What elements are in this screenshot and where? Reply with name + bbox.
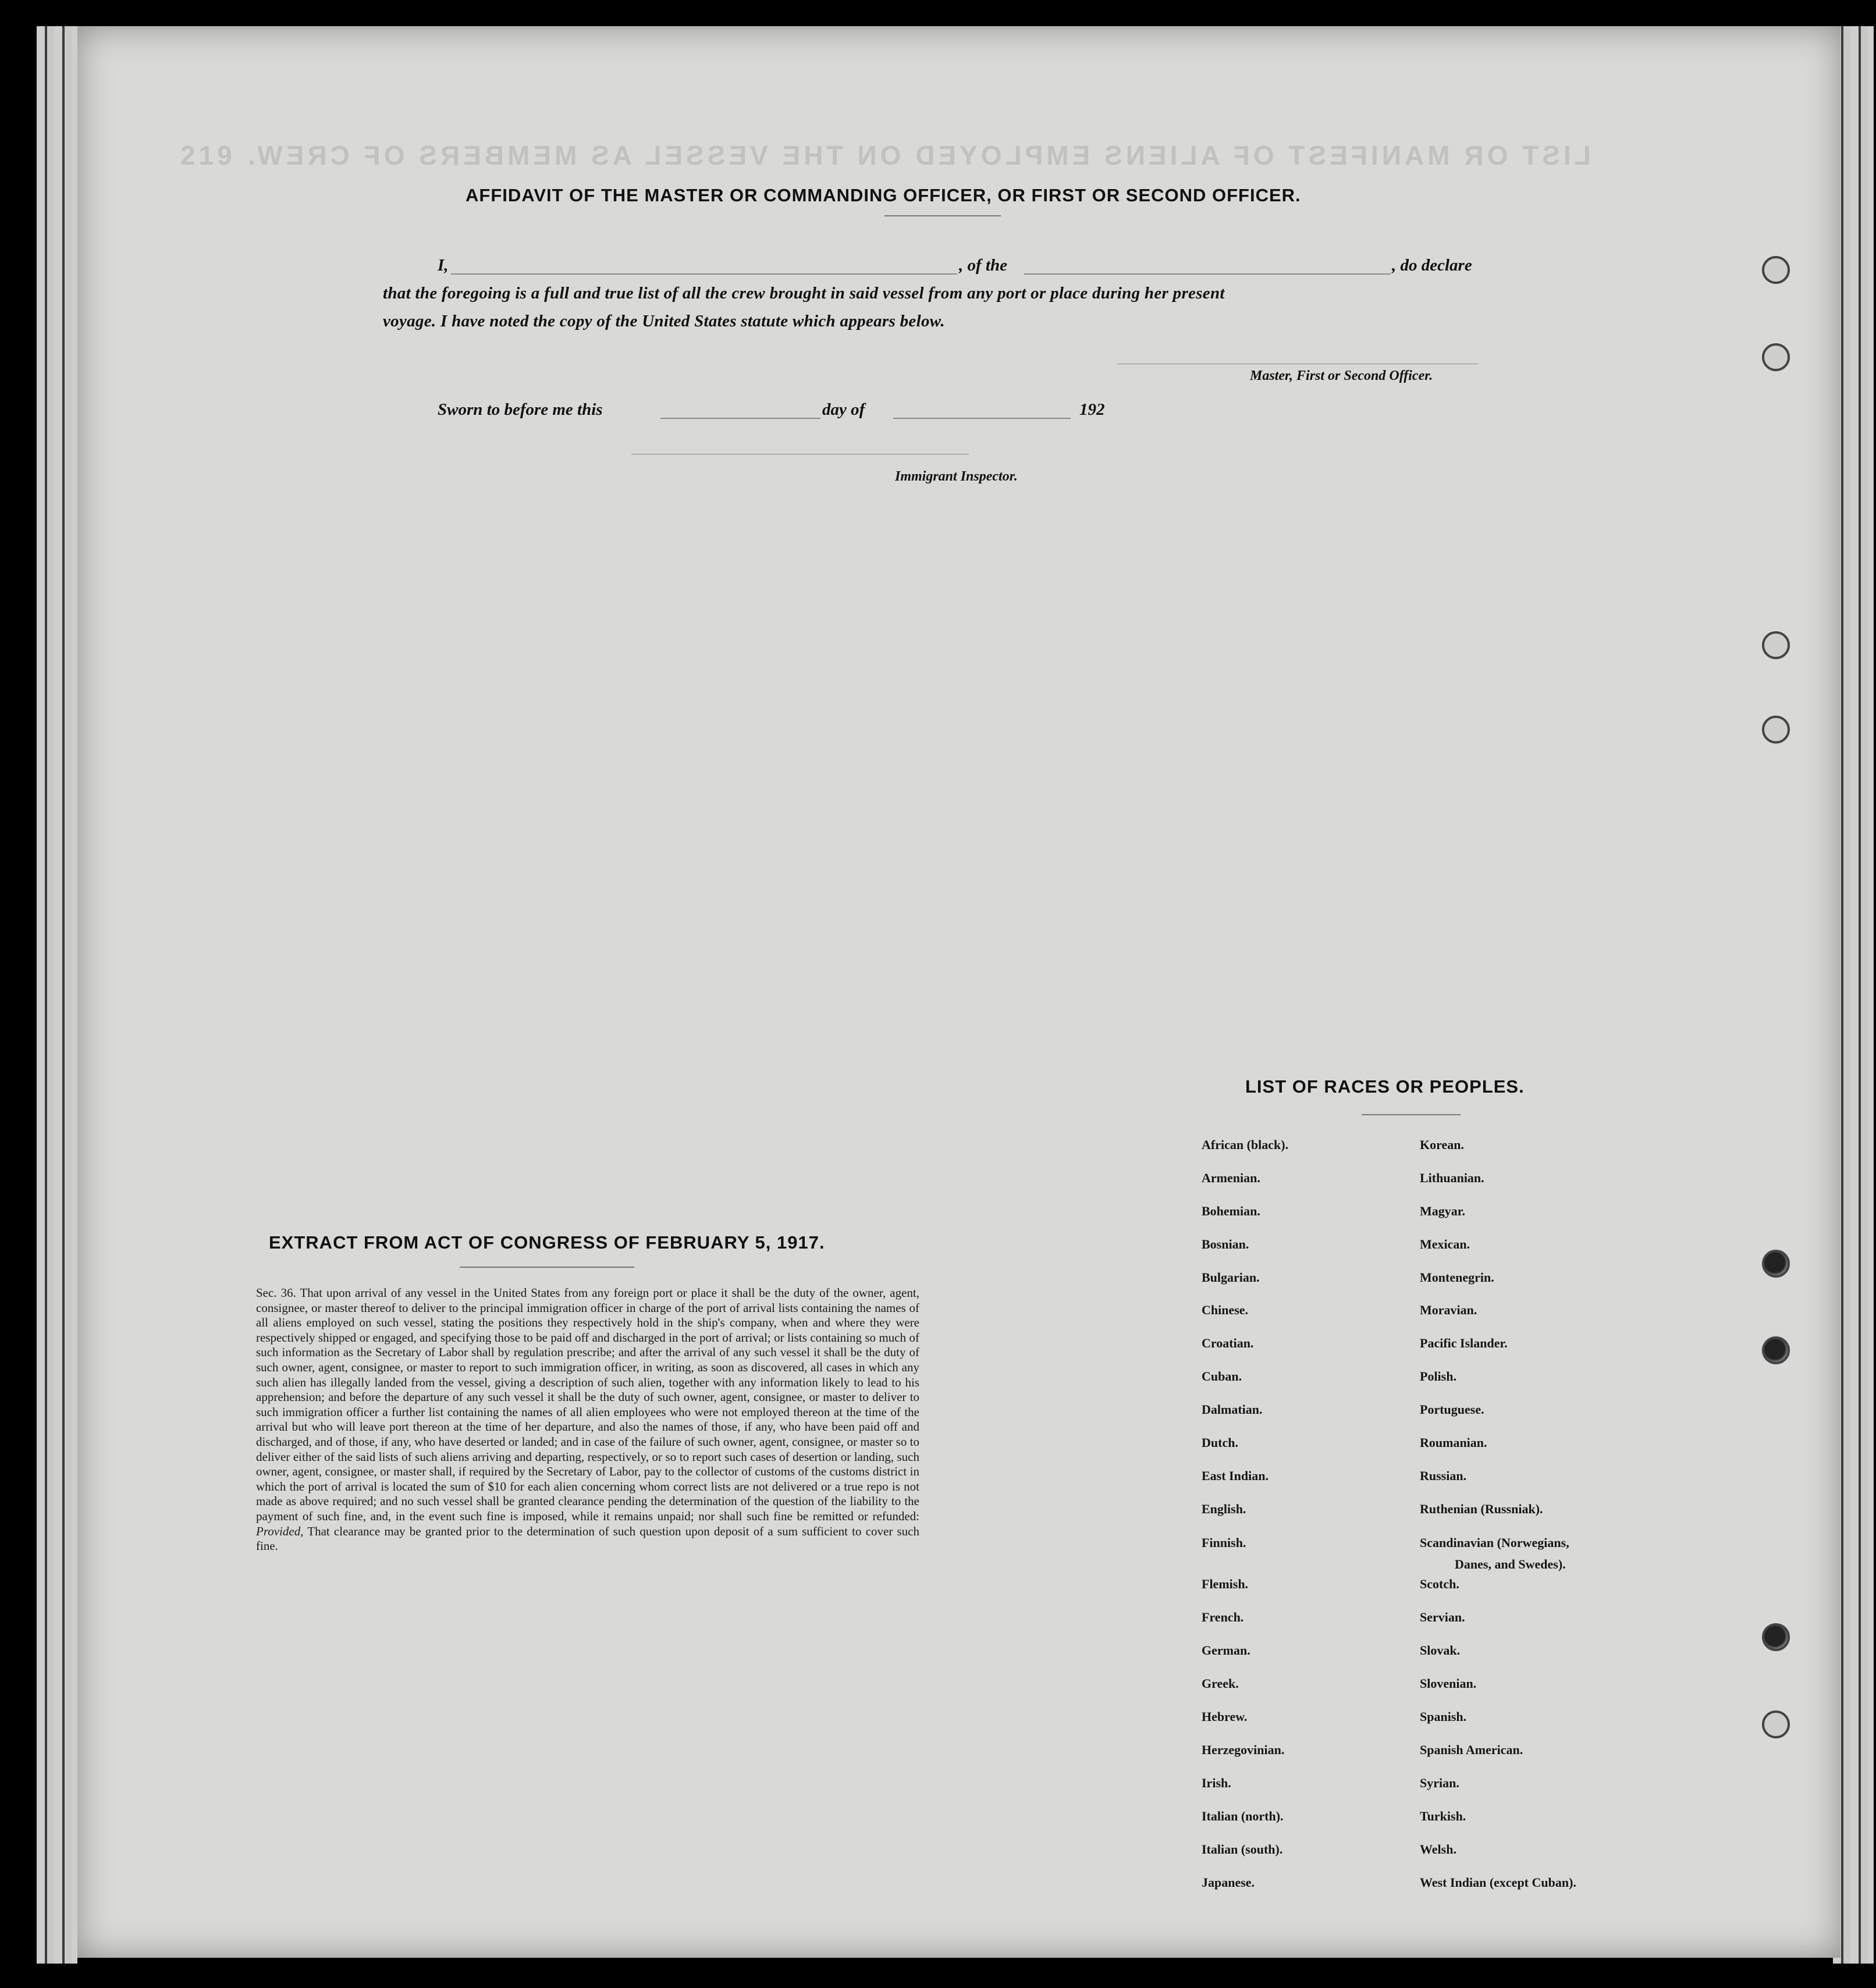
extract-body-part1: That upon arrival of any vessel in the United States from any foreign port or place it shall be the duty of the owner, agent, consignee, or master thereof to deliver to the principal immigration officer in charge of the port of arrival lists containing the names of all aliens employed on such vessel, stating the positions they respectively hold in the ship's company, when and where they were respectively shipped or engaged, and specifying those to be paid off and discharged in the port of arrival; or lists containing so much of such information as the Secretary of Labor shall by regulation prescribe; and after the arrival of any such vessel it shall be the duty of such owner, agent, consignee, or master to report to such immigration officer, in writing, as soon as discovered, all cases in which any such alien has illegally landed from the vessel, giving a description of such alien, together with any information likely to lead to his apprehension; and before the departure of any such vessel it shall be the duty of such owner, agent, consignee, or master to deliver to such immigration officer a further list containing the names of all alien employees who were not employed thereon at the time of the arrival but who will leave port thereon at the time of her departure, and also the names of those, if any, who have been paid off and discharged, and of those, if any, who have deserted or landed; and in case of the failure of such owner, agent, consignee, or master so to deliver either of the said lists of such aliens arriving and departing, respectively, or so to report such cases of desertion or landing, such owner, agent, consignee, or master shall, if required by the Secretary of Labor, pay to the collector of customs of the customs district in which the port of arrival is located the sum of $10 for each alien concerning whom correct lists are not delivered or a true repo is not made as above required; and no such vessel shall be granted clearance pending the determination of the question of the liability to the payment of such fine, and, in the event such fine is imposed, while it remains unpaid; nor shall such fine be remitted or refunded: xyxy=(256,1286,919,1523)
sworn-text: Sworn to before me this xyxy=(438,400,603,419)
provided-word: Provided, xyxy=(256,1524,304,1538)
race-item: Portuguese. xyxy=(1420,1402,1484,1417)
race-item: Flemish. xyxy=(1202,1577,1249,1591)
affidavit-line-3: voyage. I have noted the copy of the United States statute which appears below. xyxy=(383,312,945,330)
race-item: Croatian. xyxy=(1202,1336,1254,1350)
affidavit-do-declare: , do declare xyxy=(1392,256,1472,275)
race-item: Italian (north). xyxy=(1202,1809,1284,1823)
sworn-day-of: day of xyxy=(822,400,865,419)
sworn-year: 192 xyxy=(1079,400,1105,419)
title-underline xyxy=(884,215,1001,216)
punch-hole xyxy=(1762,1623,1790,1651)
extract-body xyxy=(256,1286,919,1554)
race-item: Mexican. xyxy=(1420,1237,1470,1251)
race-scandinavian-line-2: Danes, and Swedes). xyxy=(1455,1557,1566,1571)
race-item: Russian. xyxy=(1420,1468,1467,1483)
races-title: LIST OF RACES OR PEOPLES. xyxy=(1245,1076,1525,1097)
race-item: Herzegovinian. xyxy=(1202,1742,1285,1757)
punch-hole xyxy=(1762,631,1790,659)
race-item: Scandinavian (Norwegians, xyxy=(1420,1535,1569,1550)
race-item: Greek. xyxy=(1202,1676,1239,1691)
race-item: Ruthenian (Russniak). xyxy=(1420,1502,1543,1516)
race-item: Syrian. xyxy=(1420,1776,1459,1790)
affidavit-of-the: , of the xyxy=(959,256,1007,275)
race-item: Spanish. xyxy=(1420,1709,1467,1724)
race-item: Irish. xyxy=(1202,1776,1231,1790)
punch-hole xyxy=(1762,716,1790,744)
race-item: Japanese. xyxy=(1202,1875,1255,1890)
punch-hole xyxy=(1762,1336,1790,1364)
race-item: Armenian. xyxy=(1202,1171,1260,1185)
affidavit-title: AFFIDAVIT OF THE MASTER OR COMMANDING OFFICER, OR FIRST OR SECOND OFFICER. xyxy=(466,185,1301,205)
race-item: Slovak. xyxy=(1420,1643,1461,1658)
extract-title: EXTRACT FROM ACT OF CONGRESS OF FEBRUARY 5, 1917. xyxy=(269,1232,825,1253)
race-item: Slovenian. xyxy=(1420,1676,1477,1691)
race-item: Lithuanian. xyxy=(1420,1171,1484,1185)
race-item: Magyar. xyxy=(1420,1204,1466,1218)
race-item: Spanish American. xyxy=(1420,1742,1523,1757)
extract-underline xyxy=(460,1267,634,1268)
race-item: Moravian. xyxy=(1420,1303,1477,1317)
race-item: Finnish. xyxy=(1202,1535,1246,1550)
punch-hole xyxy=(1762,343,1790,371)
race-item: Dutch. xyxy=(1202,1435,1238,1450)
punch-hole xyxy=(1762,1710,1790,1738)
vessel-name-field[interactable] xyxy=(1024,273,1391,275)
punch-hole xyxy=(1762,1250,1790,1278)
race-item: Servian. xyxy=(1420,1610,1465,1624)
sworn-month-field[interactable] xyxy=(893,418,1071,419)
race-item: Chinese. xyxy=(1202,1303,1249,1317)
race-item: Bosnian. xyxy=(1202,1237,1249,1251)
section-label: Sec. 36. xyxy=(256,1286,296,1300)
race-item: Hebrew. xyxy=(1202,1709,1248,1724)
extract-body-part2: That clearance may be granted prior to the determination of such question upon deposit of a sum sufficient to cover such fine. xyxy=(256,1524,920,1553)
race-item: Cuban. xyxy=(1202,1369,1242,1384)
race-item: Italian (south). xyxy=(1202,1842,1283,1857)
left-page-edge xyxy=(37,26,77,1964)
race-item: Welsh. xyxy=(1420,1842,1456,1857)
affidavit-i: I, xyxy=(438,256,449,275)
race-item: Turkish. xyxy=(1420,1809,1466,1823)
affidavit-line-2: that the foregoing is a full and true list of all the crew brought in said vessel from any port or place during her present xyxy=(383,284,1225,303)
race-item: Bohemian. xyxy=(1202,1204,1260,1218)
race-item: West Indian (except Cuban). xyxy=(1420,1875,1576,1890)
race-item: Bulgarian. xyxy=(1202,1270,1260,1285)
race-item: Scotch. xyxy=(1420,1577,1459,1591)
race-item: Polish. xyxy=(1420,1369,1456,1384)
race-item: Pacific Islander. xyxy=(1420,1336,1508,1350)
race-item: East Indian. xyxy=(1202,1468,1269,1483)
sworn-day-field[interactable] xyxy=(660,418,820,419)
signature-label: Master, First or Second Officer. xyxy=(1250,368,1433,383)
race-item: German. xyxy=(1202,1643,1250,1658)
race-item: French. xyxy=(1202,1610,1244,1624)
race-item: Montenegrin. xyxy=(1420,1270,1494,1285)
races-underline xyxy=(1362,1114,1461,1115)
punch-hole xyxy=(1762,256,1790,284)
race-item: Roumanian. xyxy=(1420,1435,1487,1450)
race-item: English. xyxy=(1202,1502,1246,1516)
inspector-label: Immigrant Inspector. xyxy=(895,469,1018,484)
race-item: Korean. xyxy=(1420,1137,1464,1152)
master-name-field[interactable] xyxy=(451,273,957,275)
race-item: Dalmatian. xyxy=(1202,1402,1263,1417)
bleed-through-header: LIST OR MANIFEST OF ALIENS EMPLOYED ON THE VESSEL AS MEMBERS OF CREW. xyxy=(244,140,1591,170)
form-sheet xyxy=(77,26,1841,1958)
bleed-through-number: 219 xyxy=(180,140,236,170)
race-item: African (black). xyxy=(1202,1137,1289,1152)
